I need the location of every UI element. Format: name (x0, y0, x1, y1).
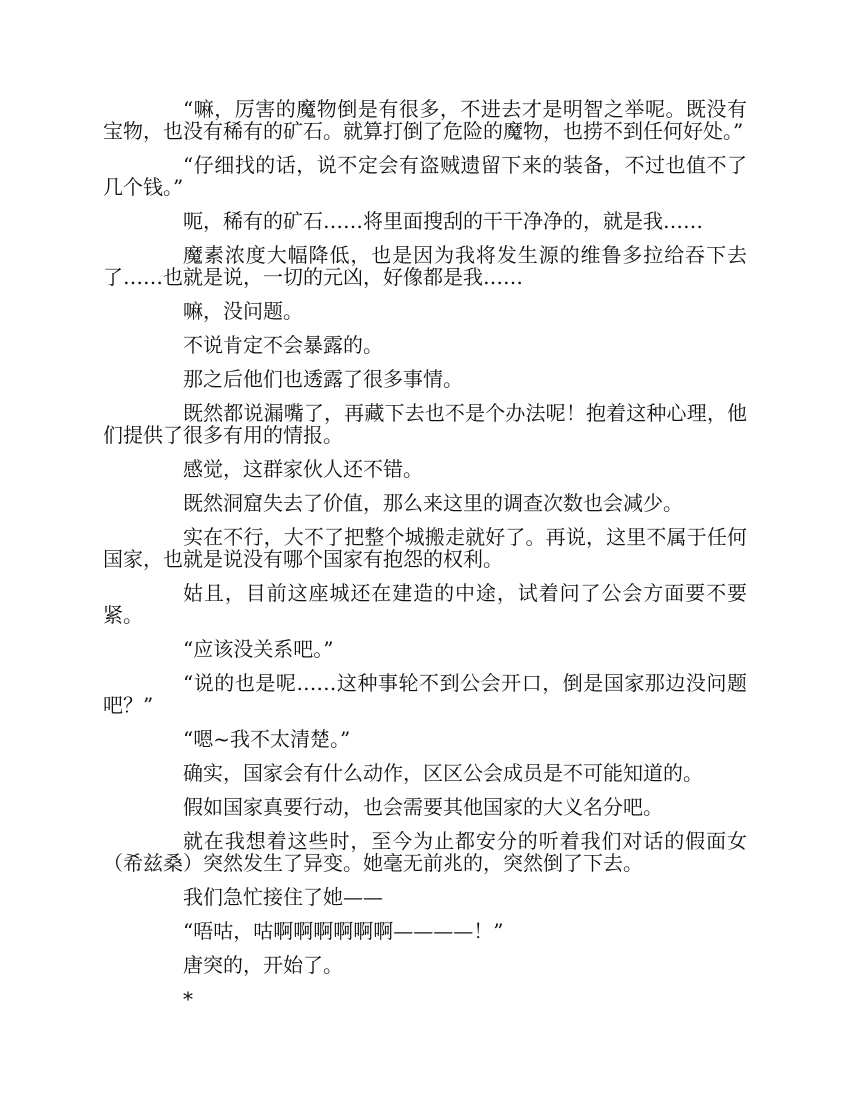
document-page (103, 98, 747, 1022)
paragraph: 就在我想着这些时，至今为止都安分的听着我们对话的假面女（希兹桑）突然发生了异变。她毫无前兆的，突然倒了下去。 (103, 829, 747, 875)
paragraph: 那之后他们也透露了很多事情。 (183, 367, 463, 391)
paragraph: 嘛，没问题。 (183, 299, 303, 323)
paragraph: 既然洞窟失去了价值，那么来这里的调查次数也会减少。 (183, 491, 683, 515)
paragraph: 姑且，目前这座城还在建造的中途，试着问了公会方面要不要紧。 (103, 581, 747, 627)
paragraph: 感觉，这群家伙人还不错。 (183, 457, 423, 481)
scene-break: * (183, 987, 193, 1011)
paragraph: 不说肯定不会暴露的。 (183, 333, 383, 357)
paragraph: 确实，国家会有什么动作，区区公会成员是不可能知道的。 (183, 761, 703, 785)
paragraph: “仔细找的话，说不定会有盗贼遗留下来的装备，不过也值不了几个钱。” (103, 153, 747, 199)
paragraph: “嘛，厉害的魔物倒是有很多，不进去才是明智之举呢。既没有宝物，也没有稀有的矿石。就算打倒了危险的魔物，也捞不到任何好处。” (103, 97, 747, 143)
paragraph: “嗯~我不太清楚。” (183, 727, 351, 751)
paragraph: 呃，稀有的矿石……将里面搜刮的干干净净的，就是我…… (183, 209, 703, 233)
paragraph: “唔咕，咕啊啊啊啊啊啊————！” (183, 919, 504, 943)
paragraph: 我们急忙接住了她—— (183, 885, 383, 909)
paragraph: 唐突的，开始了。 (183, 953, 343, 977)
paragraph: “应该没关系吧。” (183, 637, 334, 661)
paragraph: 魔素浓度大幅降低，也是因为我将发生源的维鲁多拉给吞下去了……也就是说，一切的元凶，好像都是我…… (103, 243, 747, 289)
paragraph: 实在不行，大不了把整个城搬走就好了。再说，这里不属于任何国家，也就是说没有哪个国家有抱怨的权利。 (103, 525, 747, 571)
paragraph: 假如国家真要行动，也会需要其他国家的大义名分吧。 (183, 795, 663, 819)
paragraph: 既然都说漏嘴了，再藏下去也不是个办法呢！抱着这种心理，他们提供了很多有用的情报。 (103, 401, 747, 447)
paragraph: “说的也是呢……这种事轮不到公会开口，倒是国家那边没问题吧？” (103, 671, 747, 717)
